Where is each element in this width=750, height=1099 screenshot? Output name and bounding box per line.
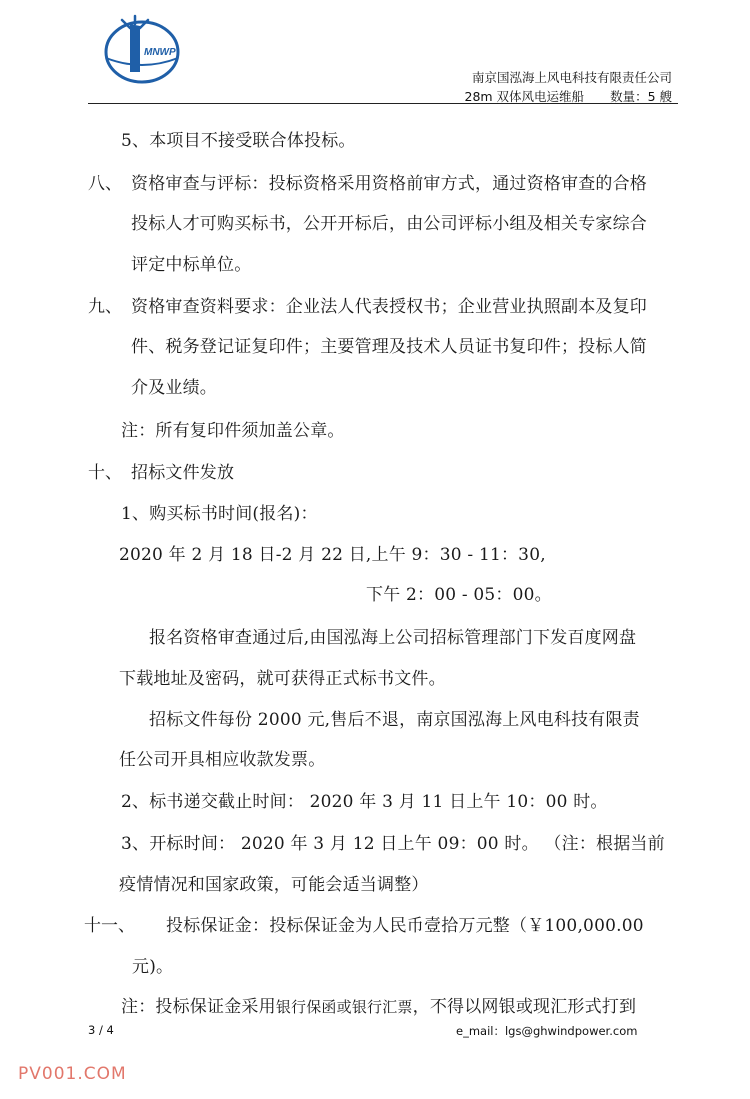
body-line: 介及业绩。 — [131, 378, 217, 398]
body-line: 任公司开具相应收款发票。 — [119, 750, 326, 770]
site-watermark: PV001.COM — [18, 1064, 127, 1084]
body-line: 评定中标单位。 — [131, 255, 252, 275]
section-number: 十一、 — [84, 916, 135, 936]
body-line — [121, 995, 636, 1019]
page-number: 3 / 4 — [88, 1023, 114, 1037]
section-number: 八、 — [88, 174, 122, 194]
header-quantity: 数量：5 艘 — [610, 89, 672, 104]
note-prefix: 注：投标保证金采用 — [121, 997, 276, 1017]
body-line: 招标文件每份 2000 元,售后不退，南京国泓海上风电科技有限责 — [149, 710, 640, 730]
section-number: 十、 — [88, 463, 122, 483]
body-line: 疫情情况和国家政策，可能会适当调整） — [119, 875, 429, 895]
body-line: 下载地址及密码，就可获得正式标书文件。 — [119, 669, 446, 689]
body-line: 1、购买标书时间(报名)： — [121, 504, 318, 524]
body-line: 3、开标时间： 2020 年 3 月 12 日上午 09：00 时。 （注：根据当前 — [121, 834, 665, 854]
body-line: 件、税务登记证复印件；主要管理及技术人员证书复印件；投标人简 — [131, 337, 647, 357]
footer-email: e_mail：lgs@ghwindpower.com — [456, 1024, 638, 1038]
logo-text: MNWP — [144, 47, 176, 58]
body-line: 2020 年 2 月 18 日-2 月 22 日,上午 9：30 - 11：30, — [119, 545, 546, 565]
body-line: 下午 2：00 - 05：00。 — [366, 585, 552, 605]
body-line: 2、标书递交截止时间： 2020 年 3 月 11 日上午 10：00 时。 — [121, 792, 608, 812]
body-line: 注：所有复印件须加盖公章。 — [121, 421, 345, 441]
body-line: 投标人才可购买标书，公开开标后，由公司评标小组及相关专家综合 — [131, 214, 647, 234]
body-line: 报名资格审查通过后,由国泓海上公司招标管理部门下发百度网盘 — [149, 628, 637, 648]
section-number: 九、 — [88, 297, 122, 317]
body-line: 元)。 — [132, 957, 174, 977]
note-suffix: ，不得以网银或现汇形式打到 — [412, 997, 637, 1017]
note-guarantee-type: 银行保函或银行汇票 — [275, 998, 413, 1016]
company-logo — [100, 14, 184, 88]
header-divider — [88, 103, 678, 104]
header-vessel: 28m 双体风电运维船 — [464, 89, 585, 104]
body-line: 招标文件发放 — [131, 463, 235, 483]
body-line: 资格审查与评标：投标资格采用资格前审方式，通过资格审查的合格 — [131, 174, 647, 194]
body-line: 投标保证金：投标保证金为人民币壹拾万元整（￥100,000.00 — [166, 916, 644, 936]
header-company: 南京国泓海上风电科技有限责任公司 — [471, 70, 672, 85]
body-line: 5、本项目不接受联合体投标。 — [121, 131, 356, 151]
body-line: 资格审查资料要求：企业法人代表授权书；企业营业执照副本及复印 — [131, 297, 647, 317]
